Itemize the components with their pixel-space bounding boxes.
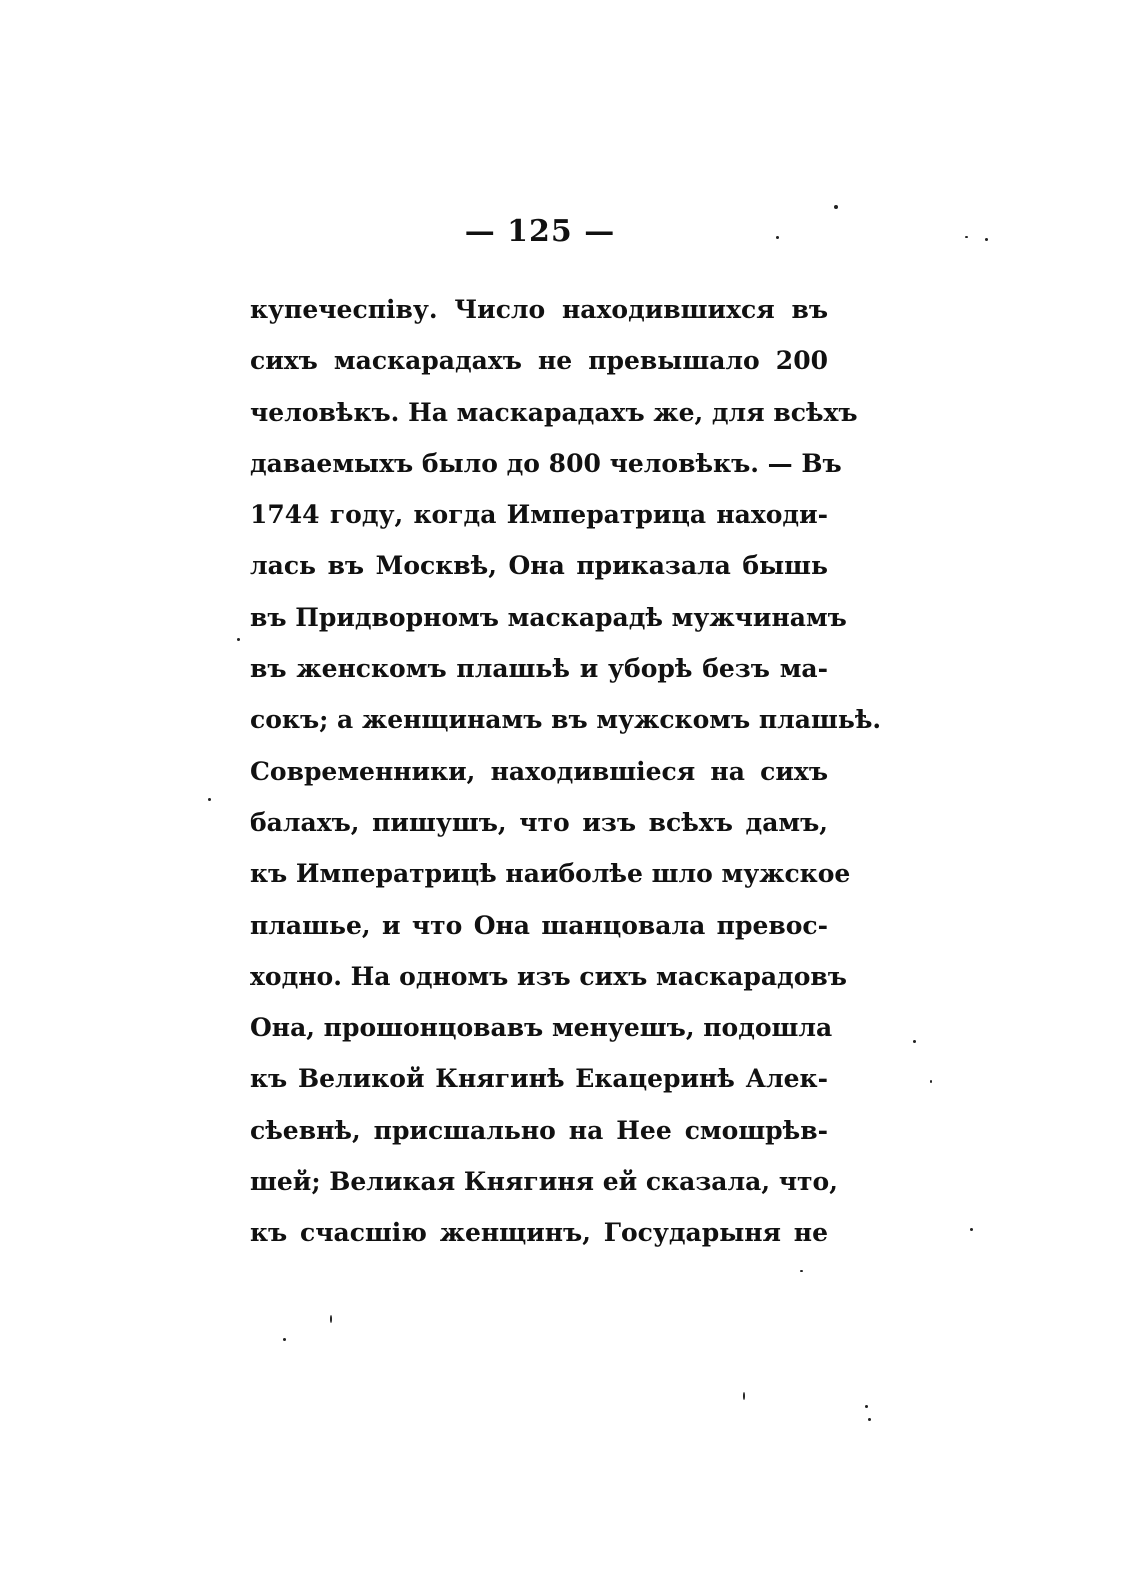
text-line: сихъ маскарадахъ не превышало 200 [250, 346, 828, 376]
text-line: плашье, и что Она шанцовала превос- [250, 910, 828, 940]
text-line: балахъ, пишушъ, что изъ всѣхъ дамъ, [250, 807, 828, 837]
scan-speck [208, 798, 211, 801]
text-line: къ Великой Княгинѣ Екацеринѣ Алек- [250, 1064, 828, 1094]
scan-speck [330, 1315, 332, 1323]
scan-speck [283, 1338, 286, 1341]
scan-speck [800, 1270, 803, 1272]
scan-speck [834, 205, 838, 209]
text-line: человѣкъ. На маскарадахъ же, для всѣхъ [250, 397, 858, 427]
scan-speck [865, 1405, 868, 1408]
text-line: въ женскомъ плашьѣ и уборѣ безъ ма- [250, 654, 828, 684]
text-line: 1744 году, когда Императрица находи- [250, 500, 828, 530]
body-text [250, 288, 882, 1263]
scan-speck [913, 1040, 916, 1043]
scan-speck [743, 1392, 745, 1400]
scan-speck [985, 238, 988, 241]
text-line: въ Придворномъ маскарадѣ мужчинамъ [250, 602, 847, 632]
scan-speck [237, 638, 240, 641]
text-line: Она, прошонцовавъ менуешъ, подошла [250, 1013, 833, 1043]
scan-speck [970, 1228, 973, 1231]
text-line: сѣевнѣ, присшально на Нее смошрѣв- [250, 1115, 828, 1145]
text-line: сокъ; а женщинамъ въ мужскомъ плашьѣ. [250, 705, 882, 735]
text-line: купечеспіву. Число находившихся въ [250, 295, 828, 324]
scan-speck [965, 236, 968, 238]
scan-speck [776, 236, 779, 239]
scan-speck [868, 1418, 871, 1421]
scan-speck [930, 1080, 932, 1083]
text-line: къ счасшію женщинъ, Государыня не [250, 1218, 828, 1248]
text-line: ходно. На одномъ изъ сихъ маскарадовъ [250, 961, 847, 991]
text-line: къ Императрицѣ наиболѣе шло мужское [250, 859, 851, 889]
text-line: Современники, находившіеся на сихъ [250, 756, 828, 786]
text-line: даваемыхъ было до 800 человѣкъ. — Въ [250, 448, 842, 478]
text-line: шей; Великая Княгиня ей сказала, что, [250, 1167, 838, 1197]
text-line: лась въ Москвѣ, Она приказала бышь [250, 551, 828, 581]
page-number: — 125 — [464, 214, 616, 249]
